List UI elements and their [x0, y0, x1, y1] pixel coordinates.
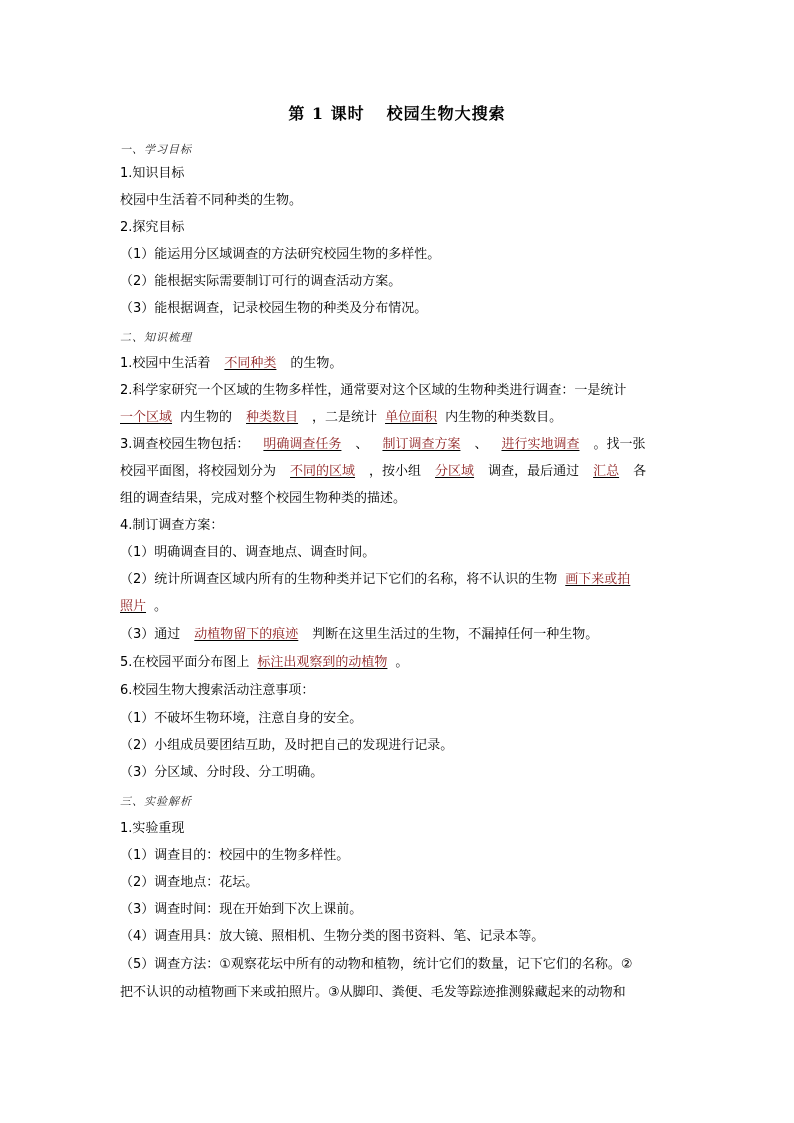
kp3-sep-2: 、	[474, 437, 488, 452]
kp3-text-d: ，按小组	[369, 464, 422, 479]
explore-goal-heading: 2.探究目标	[120, 220, 185, 235]
title-lesson: 第 1 课时	[288, 104, 365, 123]
answer-blank: 汇总	[593, 464, 620, 479]
kp3-text-e: 调查，最后通过	[488, 464, 580, 479]
kp1-text-a: 1.校园中生活着	[120, 356, 211, 371]
experiment-subheading: 1.实验重现	[120, 821, 185, 836]
plan-item-2-line-1	[120, 572, 680, 588]
knowledge-goal-heading: 1.知识目标	[120, 166, 185, 181]
knowledge-point-2-line-1: 2.科学家研究一个区域的生物多样性，通常要对这个区域的生物种类进行调查：一是统计	[120, 383, 627, 398]
plan-item-2-line-2	[120, 599, 680, 615]
answer-blank: 种类数目	[246, 410, 299, 425]
answer-blank: 不同的区域	[290, 464, 356, 479]
experiment-item-3: （3）调查时间：现在开始到下次上课前。	[120, 902, 363, 917]
answer-blank: 进行实地调查	[501, 437, 580, 452]
knowledge-point-3-line-2	[120, 464, 680, 480]
plan3-text-a: （3）通过	[120, 627, 181, 642]
section-heading-2: 二、知识梳理	[120, 331, 192, 344]
answer-blank: 不同种类	[224, 356, 277, 371]
experiment-item-2: （2）调查地点：花坛。	[120, 875, 259, 890]
note-item-1: （1）不破坏生物环境，注意自身的安全。	[120, 711, 363, 726]
knowledge-point-5	[120, 655, 680, 671]
answer-blank: 标注出观察到的动植物	[257, 655, 388, 670]
knowledge-point-3-line-3: 组的调查结果，完成对整个校园生物种类的描述。	[120, 491, 407, 506]
explore-item-3: （3）能根据调查，记录校园生物的种类及分布情况。	[120, 301, 428, 316]
answer-blank: 一个区域	[120, 410, 173, 425]
knowledge-point-1	[120, 356, 680, 372]
kp3-sep-1: 、	[355, 437, 369, 452]
kp3-text-b: 。找一张	[593, 437, 646, 452]
page-title	[0, 101, 794, 124]
answer-blank: 制订调查方案	[382, 437, 461, 452]
kp3-text-c: 校园平面图，将校园划分为	[120, 464, 277, 479]
experiment-item-5-line-2: 把不认识的动植物画下来或拍照片。③从脚印、粪便、毛发等踪迹推测躲藏起来的动物和	[120, 985, 626, 1000]
kp1-text-b: 的生物。	[290, 356, 343, 371]
explore-item-1: （1）能运用分区域调查的方法研究校园生物的多样性。	[120, 247, 441, 262]
note-item-3: （3）分区域、分时段、分工明确。	[120, 765, 324, 780]
kp5-text-b: 。	[395, 655, 409, 670]
kp3-text-f: 各	[633, 464, 647, 479]
title-topic: 校园生物大搜索	[386, 104, 506, 123]
experiment-item-1: （1）调查目的：校园中的生物多样性。	[120, 848, 350, 863]
plan-item-1: （1）明确调查目的、调查地点、调查时间。	[120, 545, 376, 560]
answer-blank: 分区域	[435, 464, 475, 479]
knowledge-point-6-heading: 6.校园生物大搜索活动注意事项：	[120, 683, 315, 698]
plan2-text-a: （2）统计所调查区域内所有的生物种类并记下它们的名称，将不认识的生物	[120, 572, 558, 587]
answer-blank: 动植物留下的痕迹	[194, 627, 299, 642]
kp2-text-b: 内生物的	[180, 410, 233, 425]
knowledge-point-4-heading: 4.制订调查方案：	[120, 518, 224, 533]
kp2-text-c: ，二是统计	[312, 410, 378, 425]
kp3-text-a: 3.调查校园生物包括：	[120, 437, 250, 452]
experiment-item-4: （4）调查用具：放大镜、照相机、生物分类的图书资料、笔、记录本等。	[120, 929, 545, 944]
answer-blank: 明确调查任务	[263, 437, 342, 452]
answer-blank: 画下来或拍	[565, 572, 631, 587]
note-item-2: （2）小组成员要团结互助，及时把自己的发现进行记录。	[120, 738, 454, 753]
explore-item-2: （2）能根据实际需要制订可行的调查活动方案。	[120, 274, 402, 289]
section-heading-3: 三、实验解析	[120, 795, 192, 808]
plan3-text-b: 判断在这里生活过的生物，不漏掉任何一种生物。	[312, 627, 599, 642]
knowledge-point-3-line-1	[120, 437, 680, 453]
experiment-item-5-line-1: （5）调查方法：①观察花坛中所有的动物和植物，统计它们的数量，记下它们的名称。②	[120, 957, 633, 972]
knowledge-point-2-line-2	[120, 410, 680, 426]
plan-item-3	[120, 627, 680, 643]
plan2-text-b: 。	[154, 599, 168, 614]
kp5-text-a: 5.在校园平面分布图上	[120, 655, 250, 670]
knowledge-goal-text: 校园中生活着不同种类的生物。	[120, 193, 303, 208]
kp2-text-d: 内生物的种类数目。	[445, 410, 563, 425]
section-heading-1: 一、学习目标	[120, 143, 192, 156]
answer-blank: 单位面积	[385, 410, 438, 425]
answer-blank: 照片	[120, 599, 147, 614]
